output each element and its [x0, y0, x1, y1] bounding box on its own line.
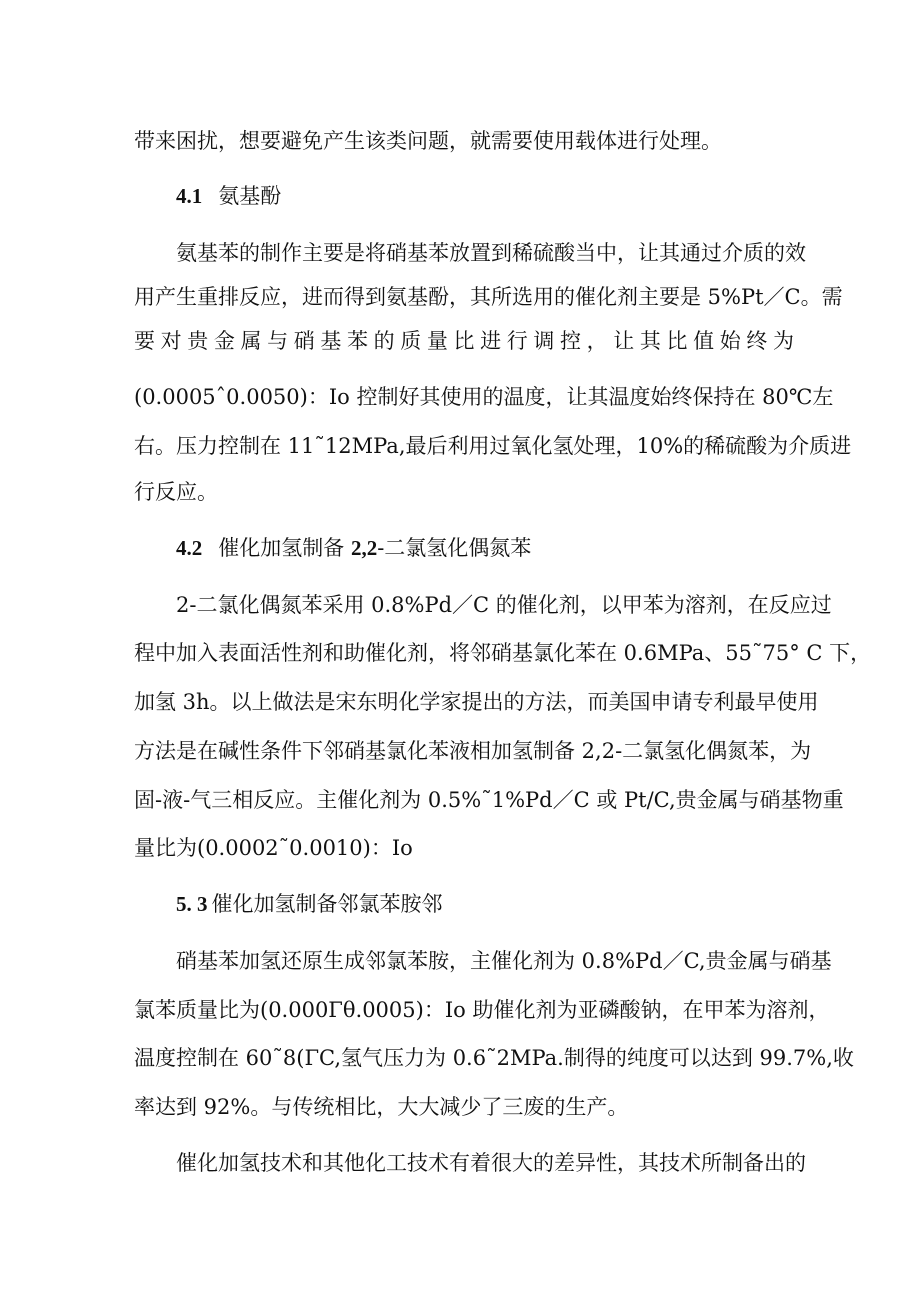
section-number: 4.2 [176, 536, 203, 560]
paragraph-line: 量比为(0.0002˜0.0010)：Io [134, 836, 413, 860]
section-title-part: 催化加氢制备 [218, 536, 351, 560]
paragraph-line: 右。压力控制在 11˜12MPa,最后利用过氧化氢处理，10%的稀硫酸为介质进 [134, 434, 852, 458]
section-number: 5. 3 [176, 892, 208, 916]
paragraph-line: 带来困扰，想要避免产生该类问题，就需要使用载体进行处理。 [134, 129, 722, 153]
section-title: 催化加氢制备邻氯苯胺邻 [211, 892, 443, 916]
section-heading-5-3 [176, 889, 836, 919]
paragraph-line: (0.0005ˆ0.0050)：Io 控制好其使用的温度，让其温度始终保持在 80℃左 [134, 385, 834, 409]
section-title-part: -二氯氢化偶氮苯 [377, 536, 532, 560]
paragraph-line: 行反应。 [134, 480, 218, 504]
section-heading-4-2 [176, 533, 836, 563]
paragraph-line: 要对贵金属与硝基苯的质量比进行调控，让其比值始终为 [134, 329, 794, 353]
section-heading-4-1 [176, 181, 836, 211]
paragraph-line: 2-二氯化偶氮苯采用 0.8%Pd／C 的催化剂，以甲苯为溶剂，在反应过 [176, 593, 832, 617]
paragraph-line: 用产生重排反应，进而得到氨基酚，其所选用的催化剂主要是 5%Pt／C。需 [134, 285, 843, 309]
paragraph-line: 率达到 92%。与传统相比，大大减少了三废的生产。 [134, 1095, 629, 1119]
section-number: 4.1 [176, 184, 203, 208]
paragraph-line: 催化加氢技术和其他化工技术有着很大的差异性，其技术所制备出的 [176, 1151, 806, 1175]
paragraph-line: 加氢 3h。以上做法是宋东明化学家提出的方法，而美国申请专利最早使用 [134, 690, 819, 714]
paragraph-line: 方法是在碱性条件下邻硝基氯化苯液相加氢制备 2,2-二氯氢化偶氮苯，为 [134, 739, 812, 763]
section-title: 氨基酚 [218, 184, 282, 208]
paragraph-line: 氨基苯的制作主要是将硝基苯放置到稀硫酸当中，让其通过介质的效 [176, 241, 806, 265]
paragraph-line: 程中加入表面活性剂和助催化剂，将邻硝基氯化苯在 0.6MPa、55˜75° C 下， [134, 641, 872, 665]
section-title-part: 2,2 [350, 536, 378, 560]
paragraph-line: 氯苯质量比为(0.000Γθ.0005)：Io 助催化剂为亚磷酸钠，在甲苯为溶剂， [134, 998, 830, 1022]
paragraph-line: 硝基苯加氢还原生成邻氯苯胺，主催化剂为 0.8%Pd／C,贵金属与硝基 [176, 949, 832, 973]
paragraph-line: 温度控制在 60˜8(ΓC,氢气压力为 0.6˜2MPa.制得的纯度可以达到 99.7%,收 [134, 1046, 854, 1070]
paragraph-line: 固-液-气三相反应。主催化剂为 0.5%˜1%Pd／C 或 Pt/C,贵金属与硝基物重 [134, 788, 844, 812]
